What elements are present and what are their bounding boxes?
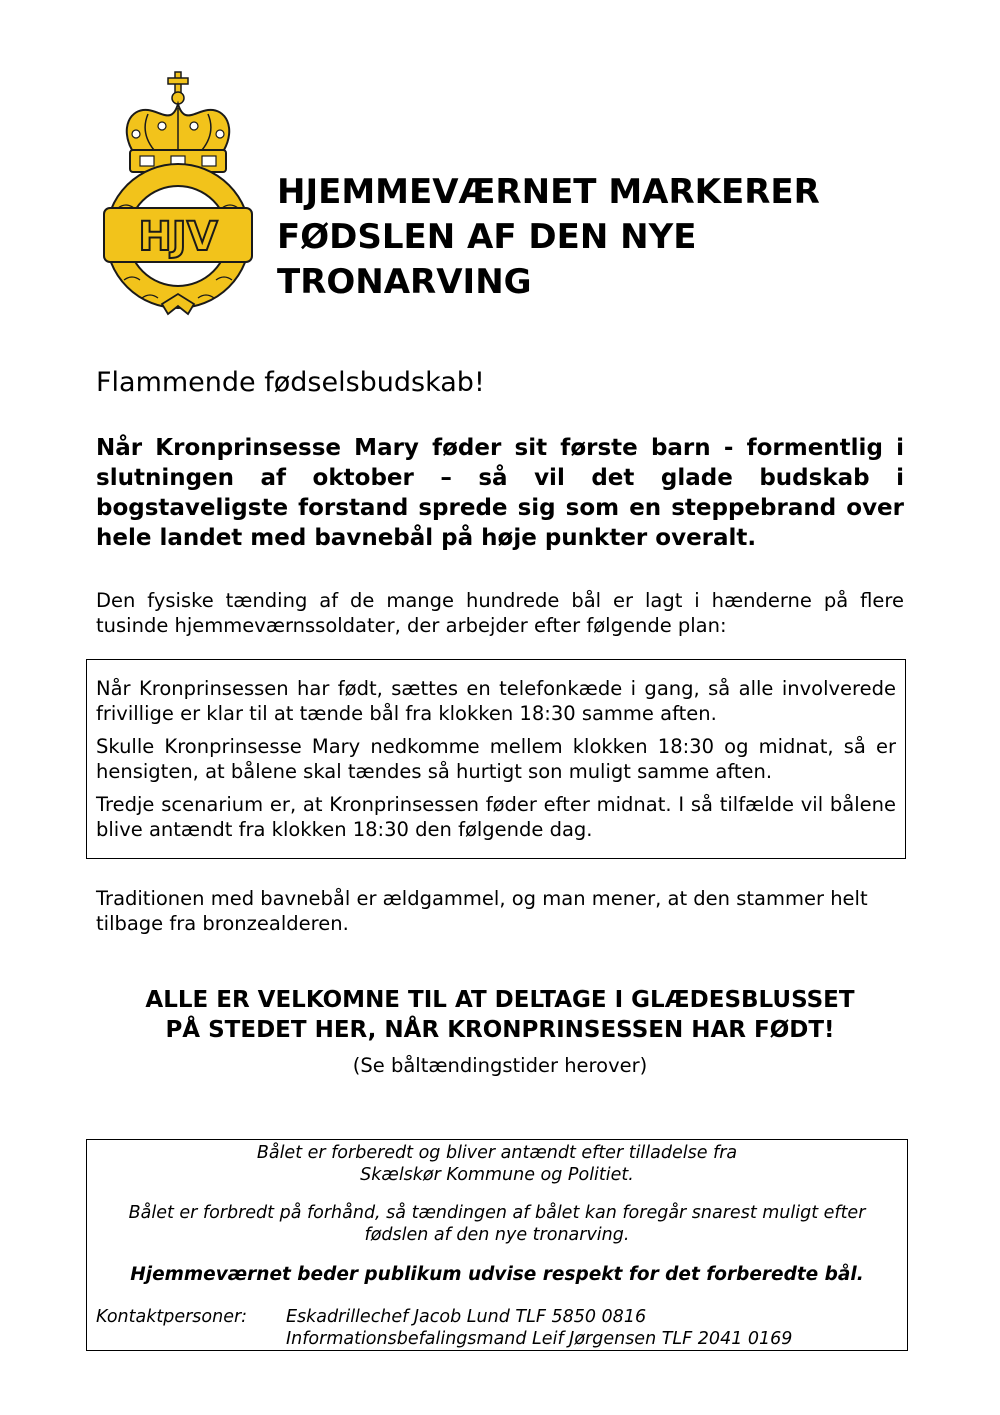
plan-box: [86, 659, 906, 859]
welcome-heading: [40, 985, 960, 1045]
notice-respect: Hjemmeværnet beder publikum udvise respekt for det forberedte bål.: [130, 1264, 864, 1285]
hjv-crest-icon: [92, 68, 264, 320]
tradition-paragraph: Traditionen med bavnebål er ældgammel, og man mener, at den stammer helt tilbage fra bronzealderen.: [96, 887, 868, 935]
contacts-label: Kontaktpersoner:: [96, 1307, 248, 1327]
welcome-line: PÅ STEDET HER, NÅR KRONPRINSESSEN HAR FØDT!: [165, 1017, 835, 1043]
notice-line: fødslen af den nye tronarving.: [364, 1225, 630, 1245]
plan-item: Tredje scenarium er, at Kronprinsessen føder efter midnat. I så tilfælde vil bålene blive antændt fra klokken 18:30 den følgende dag.: [96, 793, 896, 841]
hjv-logo: [92, 68, 264, 320]
notice-prepared: [87, 1202, 907, 1246]
welcome-note: (Se båltændingstider herover): [352, 1054, 648, 1077]
title-line: HJEMMEVÆRNET MARKERER: [277, 172, 820, 212]
lead-paragraph: Når Kronprinsesse Mary føder sit første barn - formentlig i slutningen af oktober – så vil det glade budskab i bogstaveligste forstand sprede sig som en steppebrand over hele landet med bavnebål på høje punkter overalt.: [96, 435, 904, 551]
notice-line: Bålet er forberedt og bliver antændt efter tilladelse fra: [256, 1143, 738, 1163]
contact-person: Eskadrillechef Jacob Lund TLF 5850 0816: [286, 1307, 647, 1327]
subtitle: Flammende fødselsbudskab!: [96, 367, 485, 398]
hjv-logo-text: HJV: [138, 214, 218, 260]
page-title: [277, 170, 957, 305]
welcome-line: ALLE ER VELKOMNE TIL AT DELTAGE I GLÆDESBLUSSET: [145, 987, 855, 1013]
plan-item: Når Kronprinsessen har født, sættes en telefonkæde i gang, så alle involverede frivillige er klar til at tænde bål fra klokken 18:30 samme aften.: [96, 677, 896, 725]
notice-line: Skælskør Kommune og Politiet.: [360, 1165, 634, 1185]
notice-line: Bålet er forbredt på forhånd, så tændingen af bålet kan foregår snarest muligt efter: [128, 1203, 866, 1223]
title-line: TRONARVING: [277, 262, 532, 302]
intro-paragraph: Den fysiske tænding af de mange hundrede bål er lagt i hænderne på flere tusinde hjemmeværnssoldater, der arbejder efter følgende plan:: [96, 589, 904, 637]
plan-item: Skulle Kronprinsesse Mary nedkomme mellem klokken 18:30 og midnat, så er hensigten, at bålene skal tændes så hurtigt son muligt samme aften.: [96, 735, 896, 783]
contact-person: Informationsbefalingsmand Leif Jørgensen TLF 2041 0169: [286, 1329, 793, 1349]
title-line: FØDSLEN AF DEN NYE: [277, 217, 697, 257]
notice-box: [86, 1139, 908, 1351]
notice-permission: [87, 1142, 907, 1186]
